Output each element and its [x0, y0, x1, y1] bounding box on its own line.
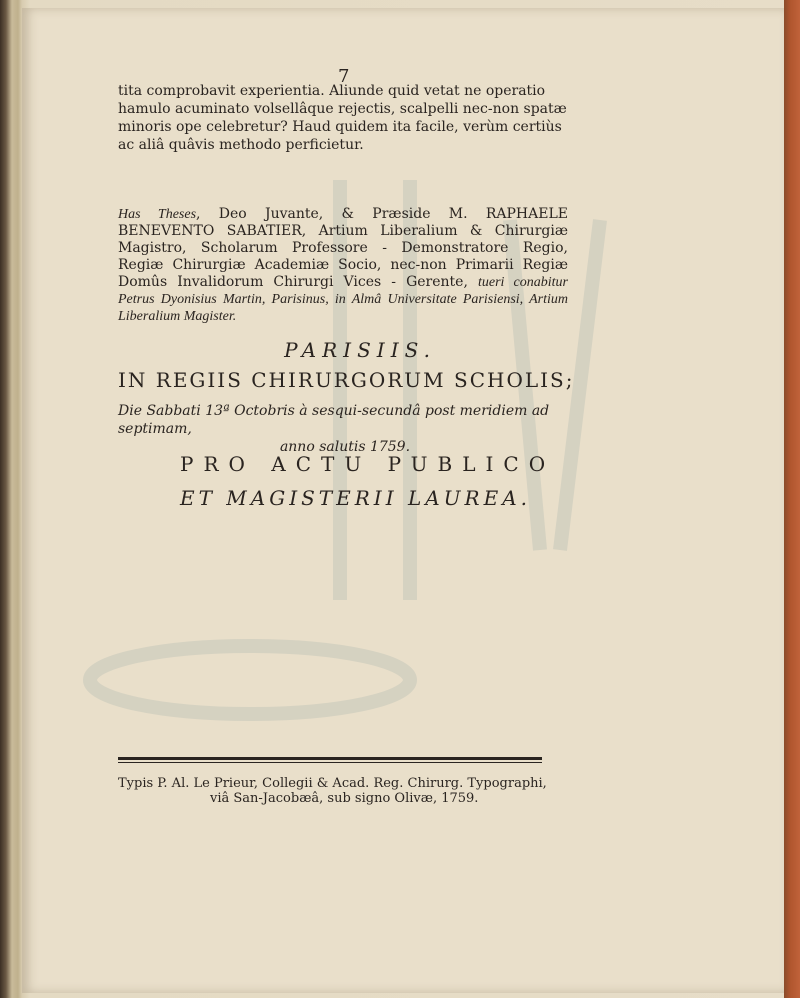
imprint-line-1: Typis P. Al. Le Prieur, Collegii & Acad. Reg. Chirurg. Typographi,: [118, 776, 547, 791]
imprint-line-2: viâ San-Jacobæâ, sub signo Olivæ, 1759.: [210, 791, 479, 806]
paragraph-continuation: tita comprobavit experientia. Aliunde quid vetat ne operatio hamulo acuminato volsellâque rejectis, scalpelli nec-non spatæ minoris ope celebretur? Haud quidem ita facile, verùm certiùs ac aliâ quâvis methodo perficietur.: [118, 83, 567, 153]
dedication-body: , Deo Juvante, & Præside M. RAPHAELE BENEVENTO SABATIER, Artium Liberalium & Chirurgiæ Magistro, Scholarum Professore - Demonstratore Regio, Regiæ Chirurgiæ Academiæ Socio, nec-non Primarii Regiæ Domûs Invalidorum Chirurgi Vices - Gerente,: [118, 206, 568, 290]
date-line-1: Die Sabbati 13ª Octobris à sesqui-secundâ post meridiem ad septimam,: [118, 403, 550, 437]
et-magisterii-heading: ET MAGISTERII LAUREA.: [180, 486, 531, 510]
page-number: 7: [338, 66, 350, 87]
date-line-2: anno salutis 1759.: [279, 439, 411, 455]
date-block: [118, 402, 572, 456]
ghost-oval: [90, 646, 410, 714]
printer-imprint: [118, 776, 578, 806]
place-parisiis: PARISIIS.: [284, 338, 436, 362]
pro-actu-heading: PRO ACTU PUBLICO: [180, 452, 556, 476]
dedication-lead: Has Theses: [118, 207, 197, 222]
footer-rule-thin: [118, 762, 542, 763]
dedication-paragraph: [118, 206, 568, 325]
footer-rule-thick: [118, 757, 542, 760]
dedication-tail: tueri conabitur Petrus Dyonisius Martin, Parisinus, in Almâ Universitate Parisiensi, Artium Liberalium Magister.: [118, 275, 568, 324]
book-edge: [784, 0, 800, 998]
in-regiis-heading: IN REGIIS CHIRURGORUM SCHOLIS;: [118, 368, 575, 392]
